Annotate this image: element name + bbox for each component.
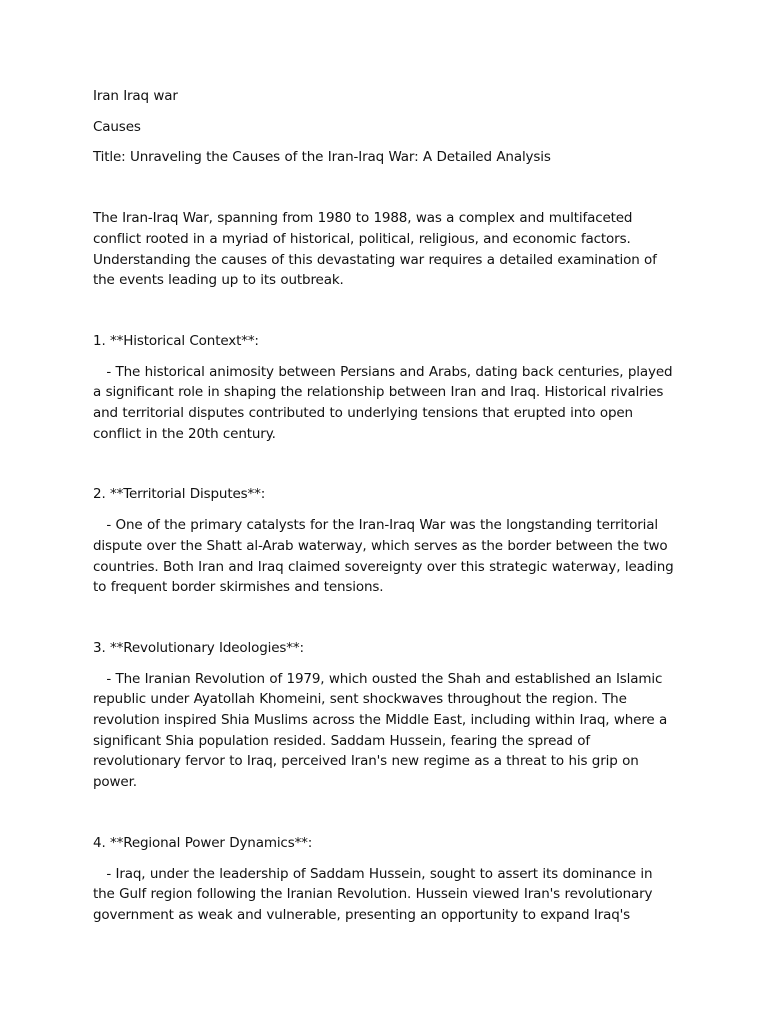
intro-paragraph: The Iran-Iraq War, spanning from 1980 to 1988, was a complex and multifaceted conflict rooted in a myriad of historical, political, religious, and economic factors. Understanding the causes of this devastating war requires a detailed examination of the events leading up to its outbreak. — [93, 210, 662, 289]
section-body-territorial-disputes: - One of the primary catalysts for the Iran-Iraq War was the longstanding territorial dispute over the Shatt al-Arab waterway, which serves as the border between the two countries. Both Iran and Iraq claimed sovereignty over this strategic waterway, leading to frequent border skirmishes and tensions. — [93, 517, 679, 596]
section-heading-territorial-disputes: 2. **Territorial Disputes**: — [93, 486, 266, 503]
document-title: Title: Unraveling the Causes of the Iran-Iraq War: A Detailed Analysis — [93, 149, 551, 166]
section-heading-regional-power-dynamics: 4. **Regional Power Dynamics**: — [93, 834, 313, 851]
section-body-regional-power-dynamics: - Iraq, under the leadership of Saddam Hussein, sought to assert its dominance in the Gulf region following the Iranian Revolution. Hussein viewed Iran's revolutionary government as weak and vulnerable, presenting an opportunity to expand Iraq's — [93, 865, 657, 923]
document-topic: Iran Iraq war — [93, 88, 178, 104]
section-body-historical-context: - The historical animosity between Persians and Arabs, dating back centuries, played a significant role in shaping the relationship between Iran and Iraq. Historical rivalries and territorial disputes contributed to underlying tensions that erupted into open conflict in the 20th century. — [93, 363, 677, 442]
section-body-revolutionary-ideologies: - The Iranian Revolution of 1979, which ousted the Shah and established an Islamic republic under Ayatollah Khomeini, sent shockwaves throughout the region. The revolution inspired Shia Muslims across the Middle East, including within Iraq, where a significant Shia population resided. Saddam Hussein, fearing the spread of revolutionary fervor to Iraq, perceived Iran's new regime as a threat to his grip on power. — [93, 670, 672, 791]
section-heading-historical-context: 1. **Historical Context**: — [93, 332, 259, 349]
document-body — [93, 86, 678, 926]
section-heading-revolutionary-ideologies: 3. **Revolutionary Ideologies**: — [93, 639, 304, 656]
document-subtopic: Causes — [93, 118, 141, 135]
